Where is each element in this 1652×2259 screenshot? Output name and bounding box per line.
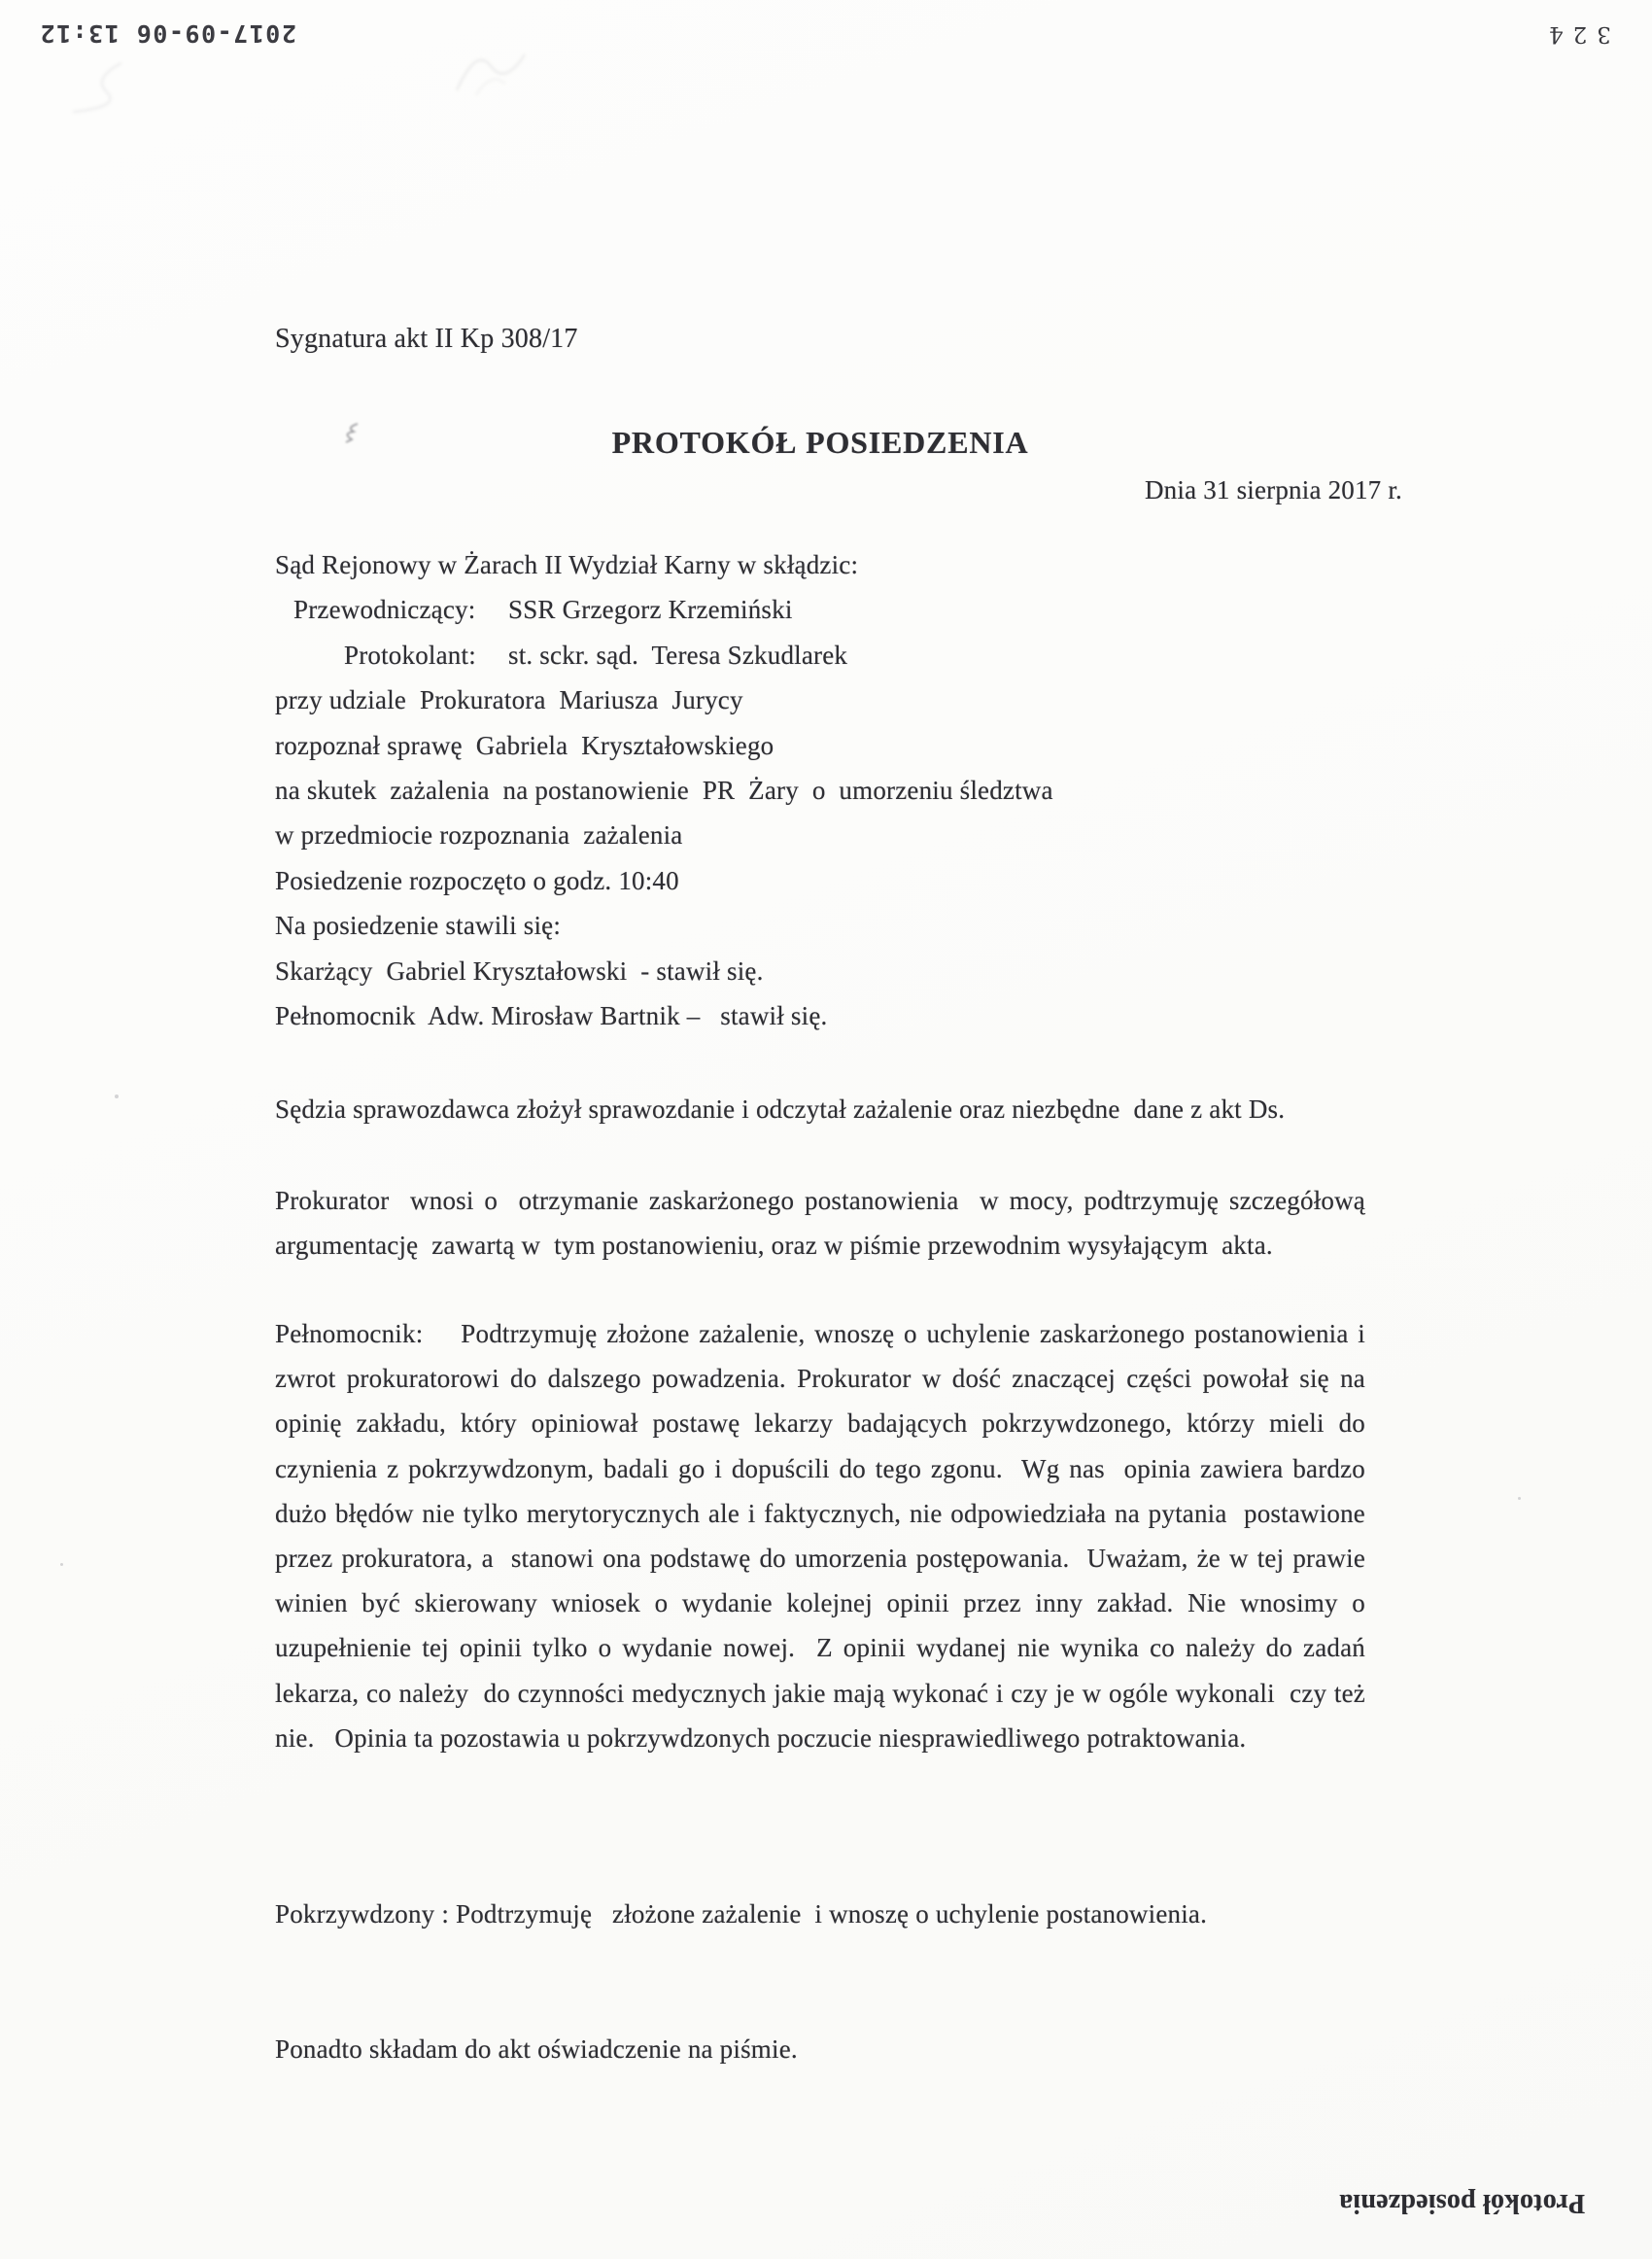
court-composition-line: Sąd Rejonowy w Żarach II Wydział Karny w skłądzic: [275,550,859,579]
attorney-statement-paragraph: Pełnomocnik: Podtrzymuję złożone zażalenie, wnoszę o uchylenie zaskarżonego postanowienia i zwrot prokuratorowi do dalszego powadzenia. Prokurator w dość znaczącej części powołał się na opinię zakładu, który opiniował postawę lekarzy badających pokrzywdzonego, którzy mieli do czynienia z pokrzywdzonym, badali go i dopuścili do tego zgonu. Wg nas opinia zawiera bardzo dużo błędów nie tylko merytorycznych ale i faktycznych, nie odpowiedziała na pytania postawione przez prokuratora, a stanowi ona podstawę do umorzenia postępowania. Uważam, że w tej prawie winien być skierowany wniosek o wydanie kolejnej opinii przez inny zakład. Nie wnosimy o uzupełnienie tej opinii tylko o wydanie nowej. Z opinii wydanej nie wynika co należy do zadań lekarza, co należy do czynności medycznych jakie mają wykonać i czy je w ogóle wykonali czy też nie. Opinia ta pozostawia u pokrzywdzonych poczucie niesprawiedliwego potraktowania. [275,1319,1372,1753]
document-date: Dnia 31 sierpnia 2017 r. [1144,475,1402,504]
victim-statement-line: Ponadto składam do akt oświadczenie na piśmie. [275,2034,798,2064]
prosecutor-statement-paragraph: Prokurator wnosi o otrzymanie zaskarżonego postanowienia w mocy, podtrzymuję szczegółową argumentację zawartą w tym postanowieniu, oraz w piśmie przewodnim wysyłającym akta. [275,1186,1372,1261]
court-composition-block [275,550,1383,1046]
pencil-smudge [447,37,534,105]
clerk-line [275,641,1383,685]
judge-report-paragraph: Sędzia sprawozdawca złożył sprawozdanie i odczytał zażalenie oraz niezbędne dane z akt Ds. [275,1095,1286,1124]
subject-line: w przedmiocie rozpoznania zażalenia [275,820,683,851]
appeal-line: na skutek zażalenia na postanowienie PR Żary o umorzeniu śledztwa [275,775,1053,805]
attendance-header: Na posiedzenie stawili się: [275,911,562,941]
presiding-name: SSR Grzegorz Krzemiński [508,595,793,625]
document-title: PROTOKÓŁ POSIEDZENIA [611,425,1029,460]
session-start-line: Posiedzenie rozpoczęto o godz. 10:40 [275,865,679,895]
document-side-label: Protokół posiedzenia [1339,2188,1586,2218]
presiding-label: Przewodniczący: [293,595,476,625]
page-number: 324 [1539,21,1611,47]
victim-statement-line: Pokrzywdzony : Podtrzymuję złożone zażalenie i wnoszę o uchylenie postanowienia. [275,1899,1208,1929]
clerk-label: Protokolant: [344,640,476,670]
scan-speck [115,1095,119,1098]
scan-timestamp: 2017-09-06 13:12 [39,19,296,48]
prosecutor-presence-line: przy udziale Prokuratora Mariusza Jurycy [275,685,743,715]
case-reference: Sygnatura akt II Kp 308/17 [275,324,578,354]
pencil-smudge [53,53,131,122]
attendee-attorney: Pełnomocnik Adw. Mirosław Bartnik – stawił się. [275,1000,828,1030]
clerk-name: st. sckr. sąd. Teresa Szkudlarek [508,640,848,670]
victim-statement-paragraph [275,1802,1393,2162]
case-subject-line: rozpoznał sprawę Gabriela Kryształowskiego [275,730,774,760]
presiding-judge-line [275,595,1383,640]
attendee-complainant: Skarżący Gabriel Kryształowski - stawił się. [275,956,764,986]
scan-speck [1518,1497,1521,1500]
scan-speck [60,1563,63,1566]
